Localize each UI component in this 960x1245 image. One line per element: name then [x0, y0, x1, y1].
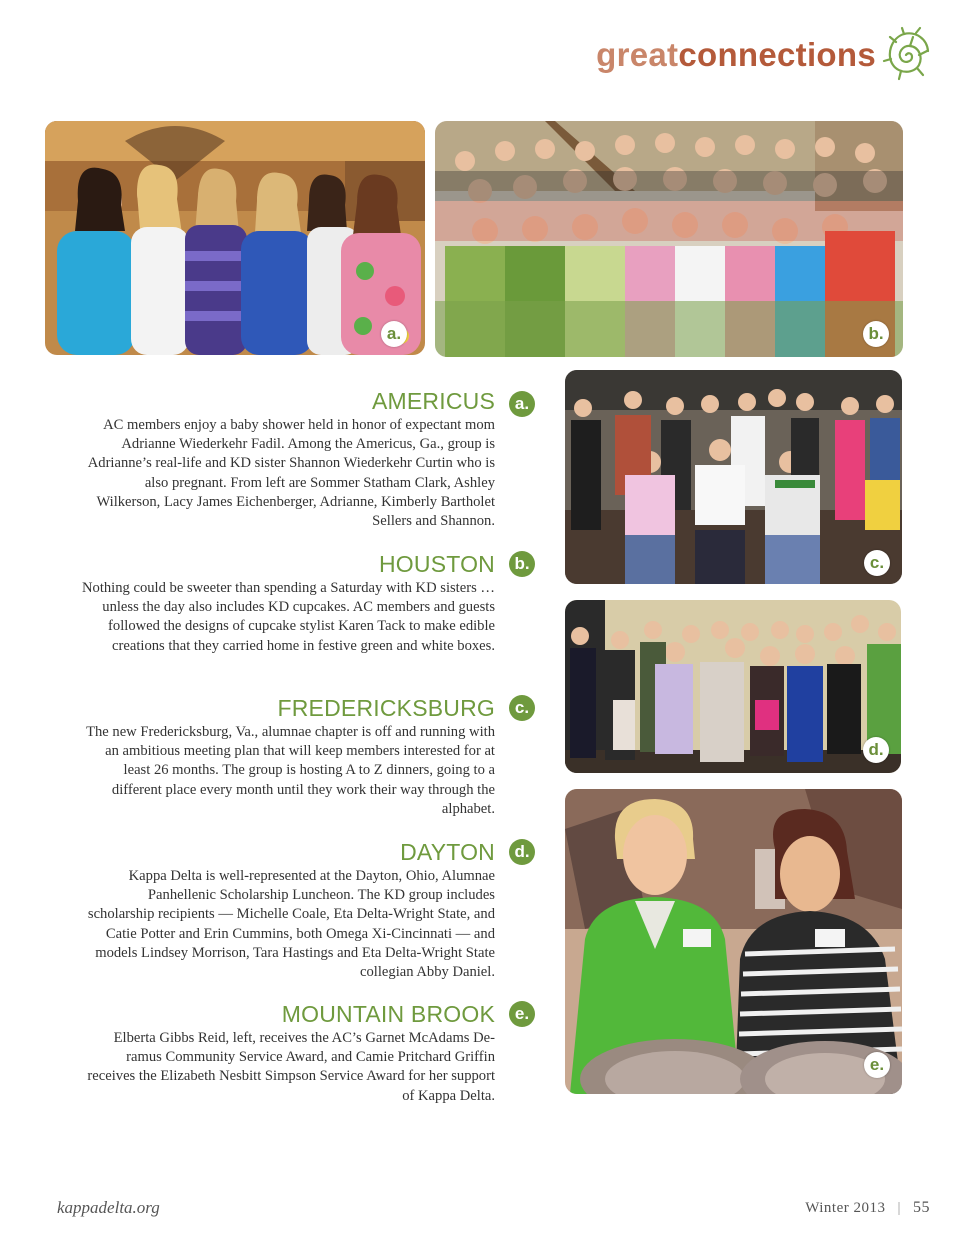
- photo-label-b: b.: [863, 321, 889, 347]
- footer-separator: |: [897, 1200, 901, 1216]
- page-number: 55: [913, 1199, 930, 1216]
- section-title: greatconnections: [596, 36, 876, 73]
- section-body: The new Fredericksburg, Va., alumnae chapter is off and running with an ambitious meeting plan that will keep members interested for at least 26 months. The group is hosting A to Z dinners, going to a different place every month until they work their way through the alphabet.: [86, 724, 495, 817]
- photo-fredericksburg: [565, 370, 902, 584]
- article-dayton: [80, 839, 495, 982]
- issue-date: Winter 2013: [805, 1200, 886, 1216]
- section-heading: DAYTON: [400, 839, 495, 865]
- section-header: [596, 22, 932, 88]
- section-heading: FREDERICKSBURG: [277, 695, 495, 721]
- article-mountain-brook: [80, 1001, 495, 1106]
- nautilus-shell-icon: [880, 25, 932, 85]
- section-label-d: d.: [509, 839, 535, 865]
- photo-label-d: d.: [863, 737, 889, 763]
- section-heading: AMERICUS: [371, 388, 495, 414]
- photo-label-a: a.: [381, 321, 407, 347]
- section-heading: MOUNTAIN BROOK: [281, 1001, 495, 1027]
- section-body: Kappa Delta is well-represented at the Dayton, Ohio, Alumnae Panhellenic Scholarship Luncheon. The KD group includes scholarship recipients — Michelle Coale, Eta Delta-Wright State, and Catie Potter and Erin Cummins, both Omega Xi-Cincinnati — and models Lindsey Morrison, Tara Hastings and Eta Delta-Wright State collegian Abby Daniel.: [87, 868, 495, 981]
- section-label-a: a.: [509, 391, 535, 417]
- footer-issue-info: [805, 1199, 930, 1217]
- photo-label-c: c.: [864, 550, 890, 576]
- article-houston: [80, 551, 495, 656]
- photo-americus: [45, 121, 425, 355]
- section-body: Nothing could be sweeter than spending a Saturday with KD sisters … unless the day also includes KD cupcakes. AC members and guests followed the designs of cupcake stylist Karen Tack to make edible creations that they carried home in festive green and white boxes.: [81, 580, 495, 654]
- section-label-b: b.: [509, 551, 535, 577]
- footer-website: kappadelta.org: [57, 1198, 160, 1217]
- photo-mountain-brook: [565, 789, 902, 1094]
- photo-houston: [435, 121, 903, 357]
- section-body: Elberta Gibbs Reid, left, receives the AC’s Garnet McAdams De-ramus Community Service Award, and Camie Pritchard Griffin receives the Elizabeth Nesbitt Simpson Service Award for her support of Kappa Delta.: [87, 1030, 495, 1104]
- section-heading: HOUSTON: [379, 551, 495, 577]
- photo-dayton: [565, 600, 901, 773]
- section-label-e: e.: [509, 1001, 535, 1027]
- photo-label-e: e.: [864, 1052, 890, 1078]
- article-americus: [80, 388, 495, 531]
- section-label-c: c.: [509, 695, 535, 721]
- section-body: AC members enjoy a baby shower held in honor of expectant mom Adrianne Wiederkehr Fadil. Among the Americus, Ga., group is Adrianne’s real-life and KD sister Shannon Wiederkehr Curtin who is also pregnant. From left are Sommer Statham Clark, Ashley Wilkerson, Lacy James Eichenberger, Adrianne, Kimberly Bartholet Sellers and Shannon.: [87, 417, 495, 530]
- article-fredericksburg: [80, 695, 495, 819]
